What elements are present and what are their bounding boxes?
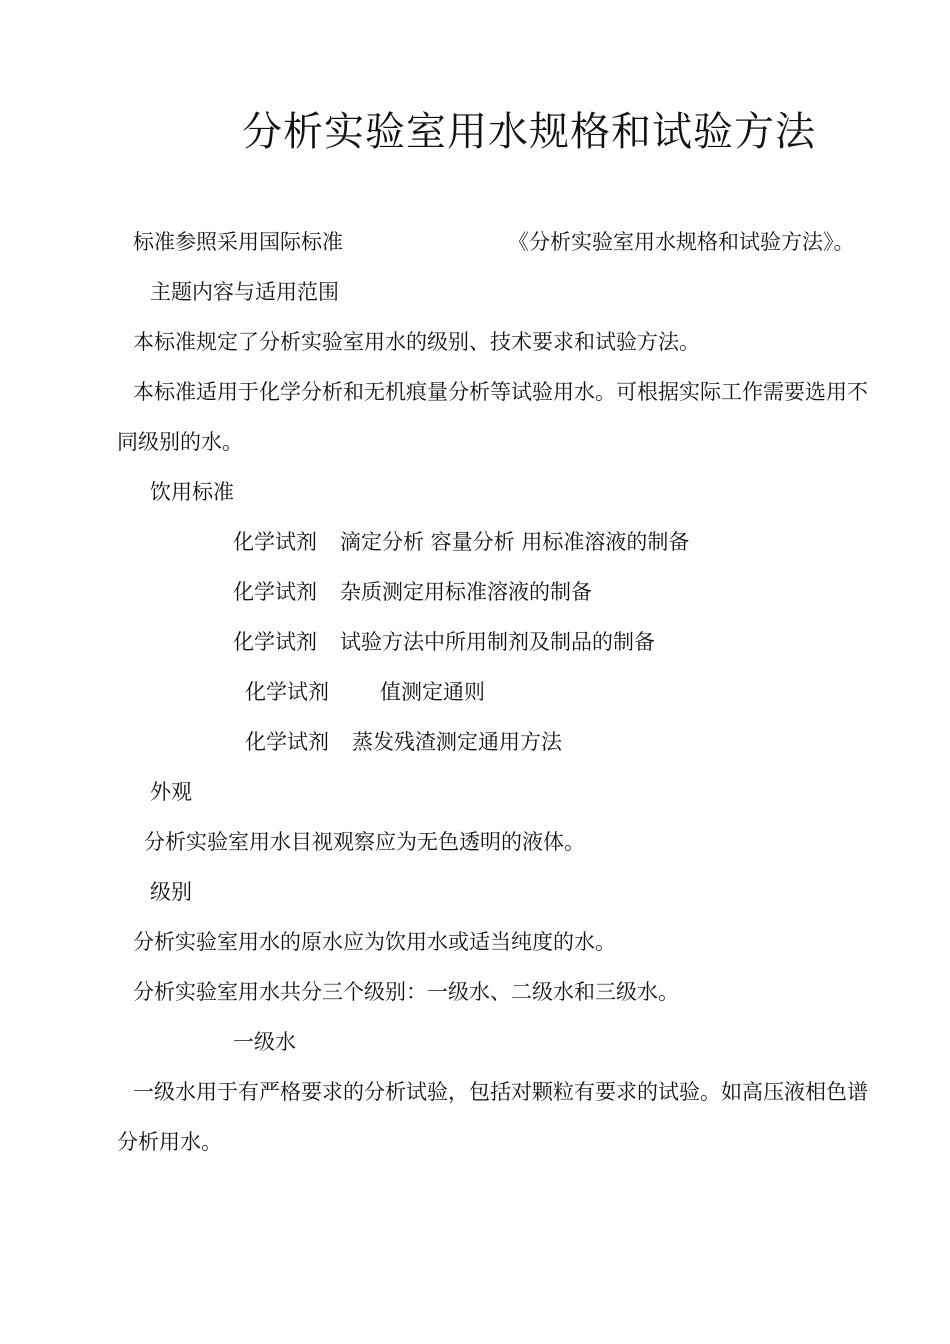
reference-item-title: 杂质测定用标准溶液的制备 bbox=[340, 580, 592, 604]
grades-paragraph-1: 分析实验室用水的原水应为饮用水或适当纯度的水。 bbox=[133, 930, 616, 954]
subsection-heading-grade-1: 一级水 bbox=[233, 1030, 296, 1054]
reference-item-label: 化学试剂 bbox=[245, 730, 329, 754]
reference-item-title: 蒸发残渣测定通用方法 bbox=[352, 730, 562, 754]
scope-paragraph-1: 本标准规定了分析实验室用水的级别、技术要求和试验方法。 bbox=[133, 330, 700, 354]
reference-item-1 bbox=[233, 528, 689, 556]
grades-paragraph-2: 分析实验室用水共分三个级别：一级水、二级水和三级水。 bbox=[133, 980, 679, 1004]
section-heading-grades: 级别 bbox=[150, 880, 192, 904]
reference-item-title: 滴定分析 容量分析 用标准溶液的制备 bbox=[340, 530, 690, 554]
section-heading-appearance: 外观 bbox=[150, 780, 192, 804]
reference-item-label: 化学试剂 bbox=[233, 580, 317, 604]
reference-item-label: 化学试剂 bbox=[233, 630, 317, 654]
reference-item-3 bbox=[233, 628, 655, 656]
intro-left-text: 标准参照采用国际标准 bbox=[133, 230, 343, 254]
reference-item-4 bbox=[245, 678, 485, 706]
reference-item-label: 化学试剂 bbox=[233, 530, 317, 554]
grade1-paragraph-line-1: 一级水用于有严格要求的分析试验，包括对颗粒有要求的试验。如高压液相色谱 bbox=[133, 1080, 868, 1104]
reference-item-title: 值测定通则 bbox=[380, 680, 485, 704]
section-heading-scope: 主题内容与适用范围 bbox=[150, 280, 339, 304]
scope-paragraph-2-line-1: 本标准适用于化学分析和无机痕量分析等试验用水。可根据实际工作需要选用不 bbox=[133, 380, 868, 404]
reference-item-2 bbox=[233, 578, 592, 606]
intro-right-text: 《分析实验室用水规格和试验方法》。 bbox=[508, 230, 855, 254]
document-title: 分析实验室用水规格和试验方法 bbox=[242, 109, 816, 155]
section-heading-references: 饮用标准 bbox=[150, 480, 234, 504]
reference-item-5 bbox=[245, 728, 562, 756]
reference-item-title: 试验方法中所用制剂及制品的制备 bbox=[340, 630, 655, 654]
reference-item-label: 化学试剂 bbox=[245, 680, 329, 704]
appearance-paragraph: 分析实验室用水目视观察应为无色透明的液体。 bbox=[144, 830, 585, 854]
scope-paragraph-2-line-2: 同级别的水。 bbox=[117, 430, 243, 454]
grade1-paragraph-line-2: 分析用水。 bbox=[117, 1130, 222, 1154]
